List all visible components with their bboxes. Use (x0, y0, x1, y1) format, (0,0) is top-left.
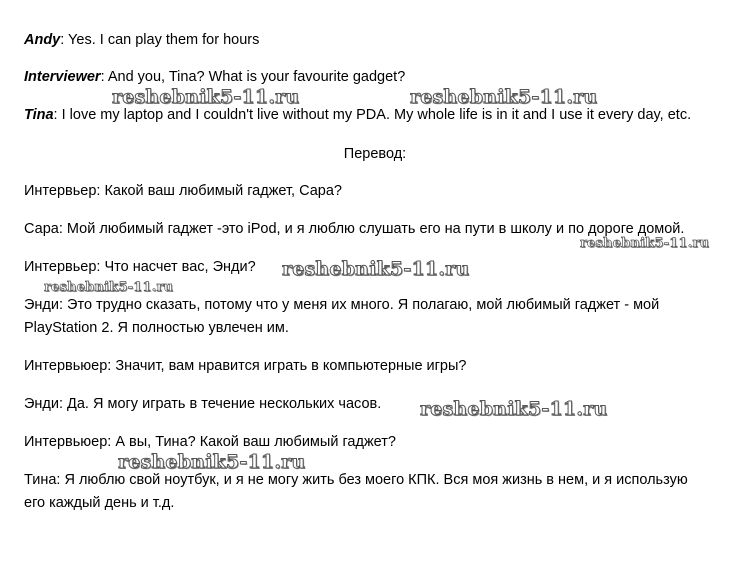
translation-line: Интервьюер: А вы, Тина? Какой ваш любимый гаджет? (24, 434, 396, 450)
speaker-name: Tina (24, 107, 54, 123)
watermark: reshebnik5-11.ru (420, 398, 608, 420)
translation-line: Интервьер: Какой ваш любимый гаджет, Сара? (24, 183, 342, 199)
dialogue-text: : I love my laptop and I couldn't live without my PDA. My whole life is in it and I use it every day, etc. (53, 107, 692, 123)
speaker-name: Interviewer (24, 69, 101, 85)
translation-line: его каждый день и т.д. (24, 495, 175, 511)
watermark: reshebnik5-11.ru (118, 451, 306, 473)
translation-line: Интервьер: Что насчет вас, Энди? (24, 259, 256, 275)
speaker-name: Andy (24, 32, 61, 48)
dialogue-line-tina (24, 106, 691, 124)
translation-line: Энди: Да. Я могу играть в течение нескольких часов. (24, 396, 382, 412)
watermark: reshebnik5-11.ru (580, 236, 710, 251)
watermark: reshebnik5-11.ru (282, 258, 470, 280)
dialogue-line-interviewer (24, 68, 405, 86)
watermark: reshebnik5-11.ru (44, 280, 174, 295)
dialogue-text: : Yes. I can play them for hours (60, 32, 260, 48)
dialogue-text: : And you, Tina? What is your favourite gadget? (100, 69, 406, 85)
dialogue-line-andy (24, 31, 259, 49)
translation-heading: Перевод: (343, 146, 407, 162)
translation-line: PlayStation 2. Я полностью увлечен им. (24, 320, 289, 336)
watermark: reshebnik5-11.ru (112, 86, 300, 108)
translation-line: Сара: Мой любимый гаджет -это iPod, и я люблю слушать его на пути в школу и по дороге домой. (24, 221, 685, 237)
translation-line: Тина: Я люблю свой ноутбук, и я не могу жить без моего КПК. Вся моя жизнь в нем, и я использую (24, 472, 688, 488)
translation-line: Энди: Это трудно сказать, потому что у меня их много. Я полагаю, мой любимый гаджет - мой (24, 297, 660, 313)
translation-line: Интервьюер: Значит, вам нравится играть в компьютерные игры? (24, 358, 467, 374)
watermark: reshebnik5-11.ru (410, 86, 598, 108)
